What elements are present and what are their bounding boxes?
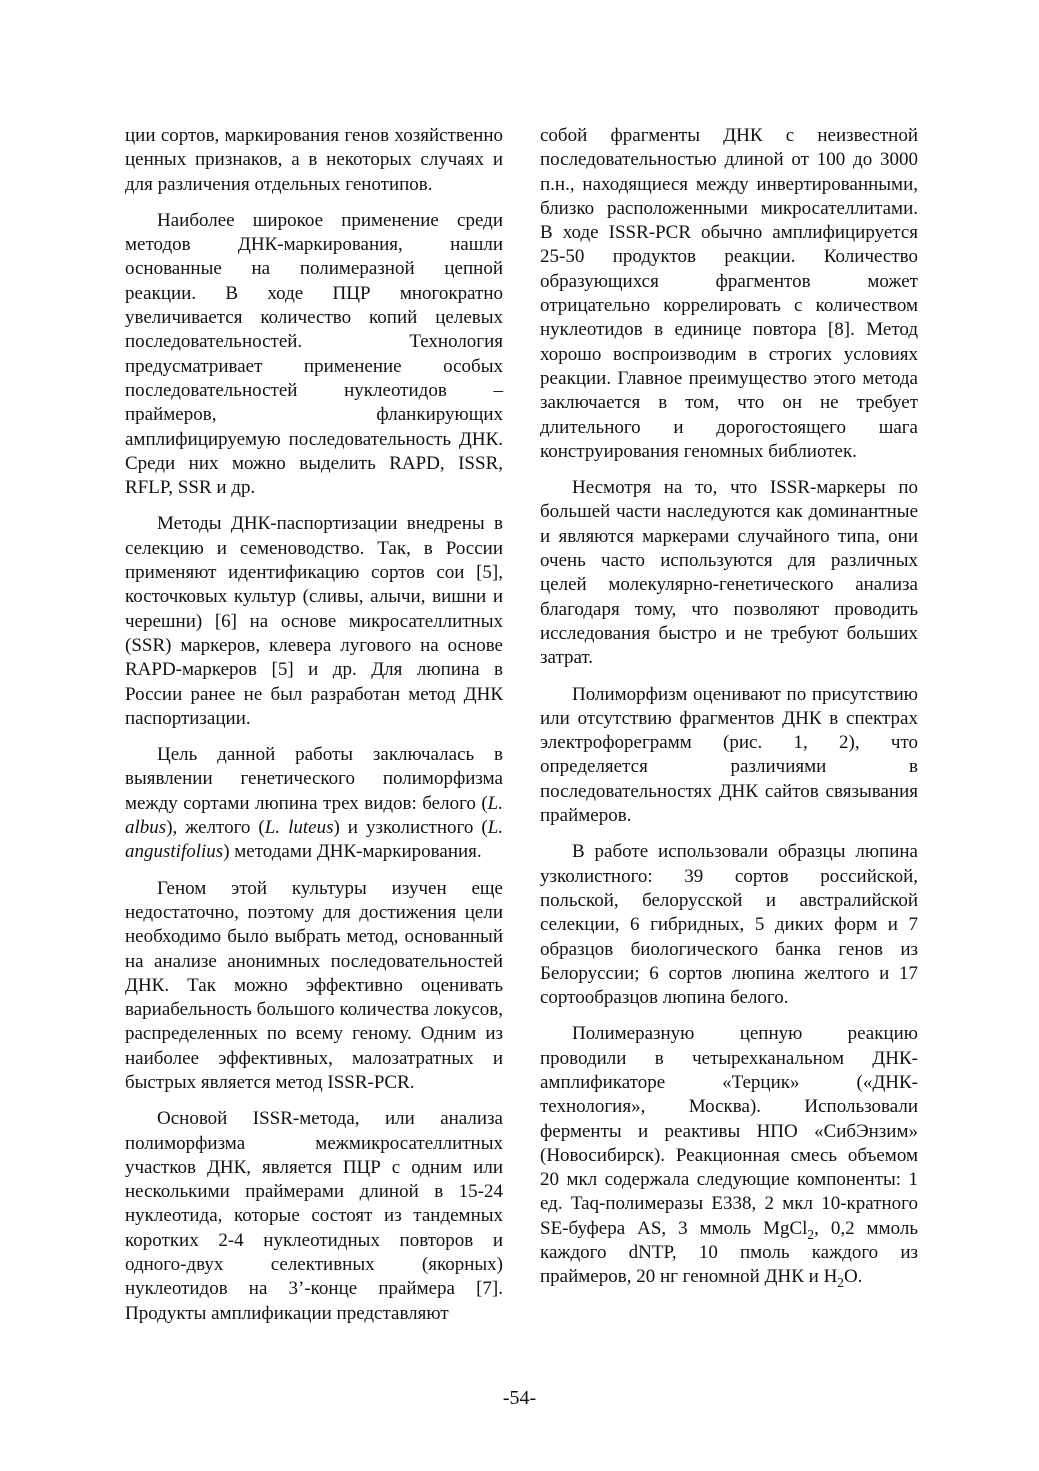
pcr-text-2: , 0,2 ммоль каждого dNTP, 10 пмоль каждого из праймеров, 20 нг геномной ДНК и H [540,1217,918,1288]
species-angustifolius: L. angustifolius [125,817,504,863]
paragraph-dna-passport: Методы ДНК-паспортизации внедрены в селекцию и семеноводство. Так, в России применяют идентификацию сортов сои [5], косточковых культур (сливы, алычи, вишни и черешни) [6] на основе микросателлитных (SSR) маркеров, клевера лугового на основе RAPD-маркеров [5] и др. Для люпина в России ранее не был разработан метод ДНК паспортизации. [125,513,503,729]
paragraph-genome: Геном этой культуры изучен еще недостаточно, поэтому для достижения цели необходимо было выбрать метод, основанный на анализе анонимных последовательностей ДНК. Так можно эффективно оценивать вариабельность большого количества локусов, распределенных по всему геному. Одним из наиболее эффективных, малозатратных и быстрых является метод ISSR-PCR. [125,877,503,1093]
paragraph-issr-markers: Несмотря на то, что ISSR-маркеры по большей части наследуются как доминантные и являются маркерами случайного типа, они очень часто используются для различных целей молекулярно-генетического анализа благодаря тому, что позволяют проводить исследования быстро и не требуют больших затрат. [540,477,918,669]
paragraph-pcr-conditions [540,1022,918,1289]
pcr-text-1: Полимеразную цепную реакцию проводили в четырехканальном ДНК-амплификаторе «Терцик» («ДНК-технология», Москва). Использовали ферменты и реактивы НПО «СибЭнзим» (Новосибирск). Реакционная смесь объемом 20 мкл содержала следующие компоненты: 1 ед. Taq-полимеразы Е338, 2 мкл 10-кратного SE-буфера AS, 3 ммоль MgCl [540,1023,918,1239]
h2o-subscript: 2 [837,1275,844,1291]
goal-text-2: ), желтого ( [166,817,265,839]
species-albus: L. albus [125,792,503,839]
pcr-text-3: O. [843,1266,863,1288]
goal-text-4: ) методами ДНК-маркирования. [223,841,482,863]
paragraph-polymorphism: Полиморфизм оценивают по присутствию или отсутствию фрагментов ДНК в спектрах электрофореграмм (рис. 1, 2), что определяется различиями в последовательностях ДНК сайтов связывания праймеров. [540,683,918,827]
species-luteus: L. luteus [264,817,334,839]
right-column [540,124,918,1302]
page-number: -54- [502,1387,537,1409]
paragraph-pcr-methods: Наиболее широкое применение среди методов ДНК-маркирования, нашли основанные на полимеразной цепной реакции. В ходе ПЦР многократно увеличивается количество копий целевых последовательностей. Технология предусматривает применение особых последовательностей нуклеотидов – праймеров, фланкирующих амплифицируемую последовательность ДНК. Среди них можно выделить RAPD, ISSR, RFLP, SSR и др. [125,209,503,499]
paragraph-samples: В работе использовали образцы люпина узколистного: 39 сортов российской, польской, белорусской и австралийской селекции, 6 гибридных, 5 диких форм и 7 образцов биологического банка генов из Белоруссии; 6 сортов люпина желтого и 17 сортообразцов люпина белого. [540,841,918,1009]
paragraph-goal [125,743,503,864]
goal-text-1: Цель данной работы заключалась в выявлении генетического полиморфизма между сортами люпина трех видов: белого ( [125,744,503,814]
paragraph-fragments: собой фрагменты ДНК с неизвестной последовательностью длиной от 100 до 3000 п.н., находящиеся между инвертированными, близко расположенными микросателлитами. В ходе ISSR-PCR обычно амплифицируется 25-50 продуктов реакции. Количество образующихся фрагментов может отрицательно коррелировать с количеством нуклеотидов в единице повтора [8]. Метод хорошо воспроизводим в строгих условиях реакции. Главное преимущество этого метода заключается в том, что он не требует длительного и дорогостоящего шага конструирования геномных библиотек. [540,125,918,462]
left-column [125,124,503,1338]
mgcl2-subscript: 2 [807,1226,815,1242]
paragraph-continuation: ции сортов, маркирования генов хозяйственно ценных признаков, а в некоторых случаях и для различения отдельных генотипов. [125,125,503,195]
goal-text-3: ) и узколистного ( [333,817,488,839]
paragraph-issr-basis: Основой ISSR-метода, или анализа полиморфизма межмикросателлитных участков ДНК, является ПЦР с одним или несколькими праймерами длиной в 15-24 нуклеотида, которые состоят из тандемных коротких 2-4 нуклеотидных повторов и одного-двух селективных (якорных) нуклеотидов на 3’-конце праймера [7]. Продукты амплификации представляют [125,1108,503,1324]
